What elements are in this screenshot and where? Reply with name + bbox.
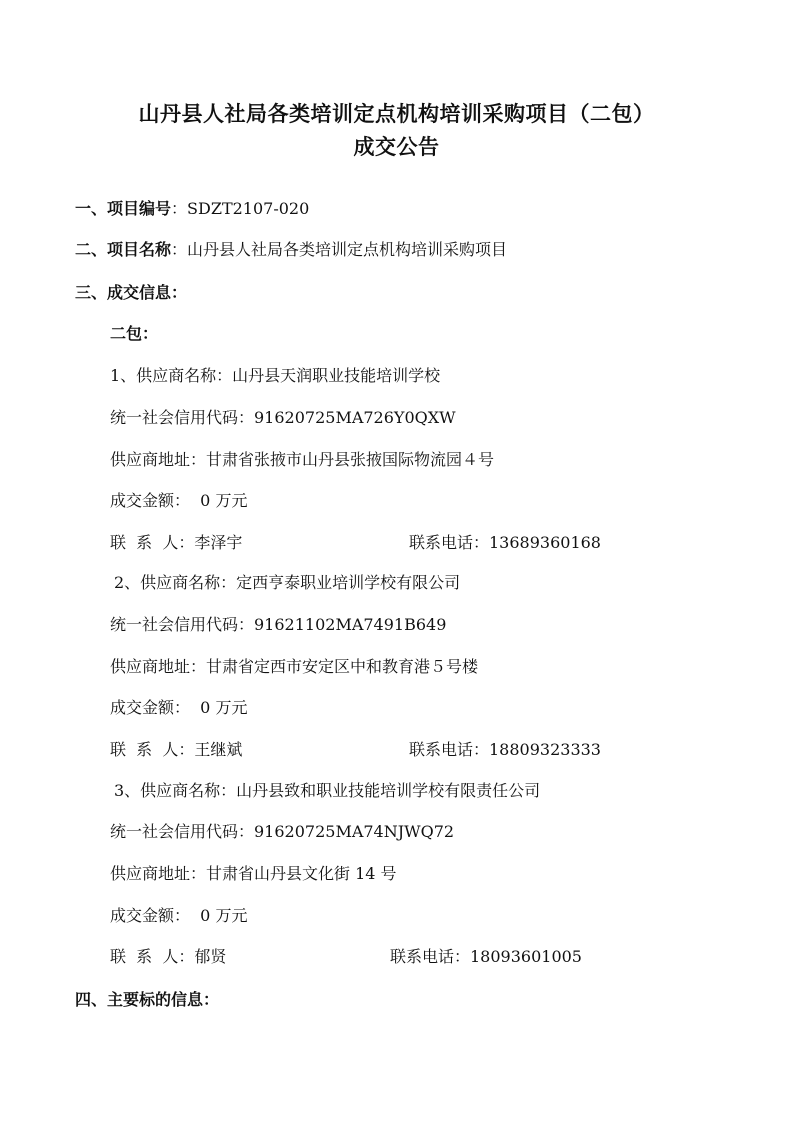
supplier-2-credit-code: 统一社会信用代码：91621102MA7491B649 <box>110 615 447 634</box>
supplier-2-contact: 联 系 人：王继斌 <box>110 740 243 759</box>
section-project-name-value: 山丹县人社局各类培训定点机构培训采购项目 <box>187 240 508 259</box>
supplier-1-phone: 联系电话：13689360168 <box>409 533 601 552</box>
section-project-name-label: 二、项目名称 <box>75 240 172 259</box>
section-project-number-value: SDZT2107-020 <box>187 199 310 218</box>
supplier-1-credit-code: 统一社会信用代码：91620725MA726Y0QXW <box>110 408 456 427</box>
supplier-1-name: 1、供应商名称：山丹县天润职业技能培训学校 <box>110 366 441 385</box>
section-project-name-sep: ： <box>171 240 188 259</box>
supplier-1-address: 供应商地址：甘肃省张掖市山丹县张掖国际物流园４号 <box>110 450 495 469</box>
supplier-2-address: 供应商地址：甘肃省定西市安定区中和教育港５号楼 <box>110 657 479 676</box>
supplier-3-phone: 联系电话：18093601005 <box>390 947 582 966</box>
supplier-3-credit-code: 统一社会信用代码：91620725MA74NJWQ72 <box>110 822 455 841</box>
section-project-number-sep: ： <box>171 199 188 218</box>
section-project-number-label: 一、项目编号 <box>75 199 172 218</box>
supplier-3-address: 供应商地址：甘肃省山丹县文化街 14 号 <box>110 864 397 883</box>
document-title-line2: 成交公告 <box>353 135 440 159</box>
package-label: 二包： <box>110 324 159 343</box>
supplier-3-name: 3、供应商名称：山丹县致和职业技能培训学校有限责任公司 <box>114 781 541 800</box>
supplier-3-contact: 联 系 人：郁贤 <box>110 947 227 966</box>
section-project-number <box>75 199 309 219</box>
supplier-2-phone: 联系电话：18809323333 <box>409 740 601 759</box>
section-deal-info-heading: 三、成交信息： <box>75 283 188 302</box>
section-main-subject-heading: 四、主要标的信息： <box>75 990 220 1009</box>
supplier-2-amount: 成交金额： 0 万元 <box>110 698 248 717</box>
supplier-1-amount: 成交金额： 0 万元 <box>110 491 248 510</box>
supplier-3-amount: 成交金额： 0 万元 <box>110 906 248 925</box>
section-project-name <box>75 240 507 260</box>
supplier-1-contact: 联 系 人：李泽宇 <box>110 533 243 552</box>
document-title-line1: 山丹县人社局各类培训定点机构培训采购项目（二包） <box>138 102 655 126</box>
supplier-2-name: 2、供应商名称：定西亨泰职业培训学校有限公司 <box>114 573 461 592</box>
